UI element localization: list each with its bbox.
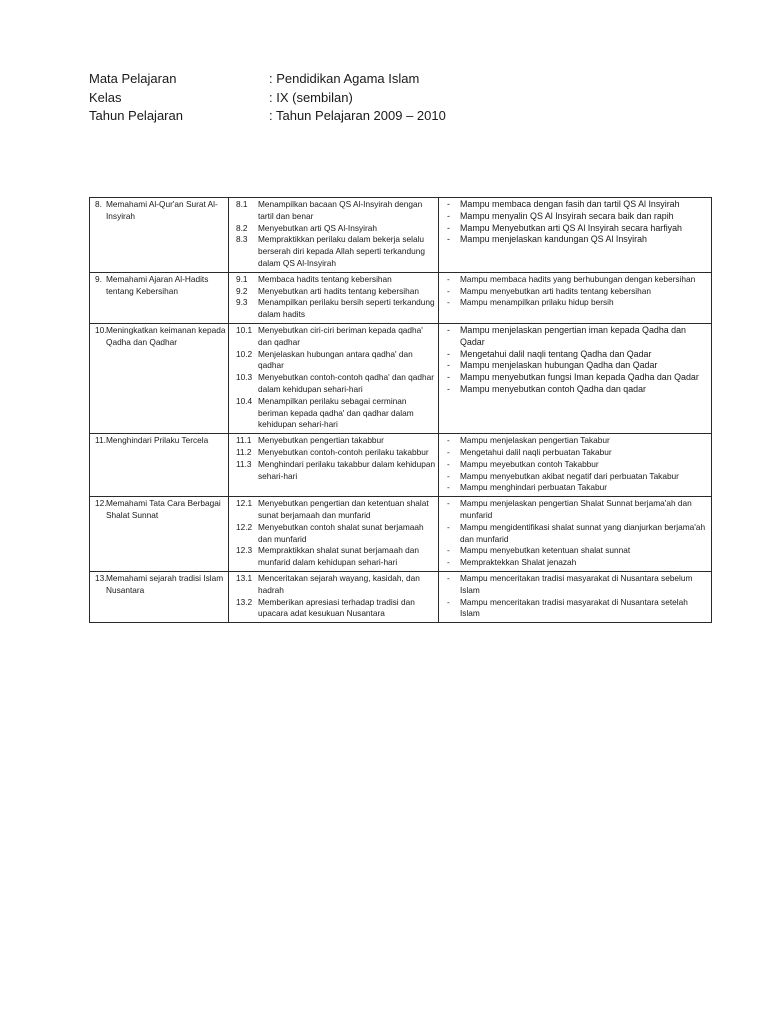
class-value: : IX (sembilan)	[269, 89, 353, 105]
basic-competency-item: 10.2 Menjelaskan hubungan antara qadha' dan qadhar	[236, 348, 413, 371]
basic-competency-item: 9.1 Membaca hadits tentang kebersihan	[236, 273, 392, 284]
indicator-item: - Mampu menampilkan prilaku hidup bersih	[447, 297, 614, 308]
class-label: Kelas	[89, 89, 122, 105]
basic-competency-item: 12.2 Menyebutkan contoh shalat sunat berjamaah dan munfarid	[236, 521, 424, 544]
basic-competency-item: 13.2 Memberikan apresiasi terhadap tradisi dan upacara adat kesukuan Nusantara	[236, 596, 415, 619]
basic-competency-item: 9.3 Menampilkan perilaku bersih seperti terkandung dalam hadits	[236, 297, 435, 320]
header-row-subject	[89, 70, 446, 89]
indicator-item: - Mampu menyalin QS Al Insyirah secara baik dan rapih	[447, 210, 674, 221]
basic-competency-item: 13.1 Menceritakan sejarah wayang, kasidah, dan hadrah	[236, 572, 420, 595]
indicator-item: - Mampu mengidentifikasi shalat sunnat yang dianjurkan berjama'ah dan munfarid	[447, 521, 706, 544]
basic-competency-item: 9.2 Menyebutkan arti hadits tentang kebersihan	[236, 285, 419, 296]
year-value: : Tahun Pelajaran 2009 – 2010	[269, 108, 446, 123]
subject-label: Mata Pelajaran	[89, 71, 177, 86]
indicator-cell	[439, 497, 712, 572]
basic-competency-cell	[229, 434, 439, 497]
basic-competency-item: 11.3 Menghindari perilaku takabbur dalam kehidupan sehari-hari	[236, 458, 436, 481]
syllabus-table	[89, 197, 712, 623]
standard-competency-cell	[90, 434, 229, 497]
standard-competency: 11.Menghindari Prilaku Tercela	[95, 435, 209, 446]
header-row-year	[89, 107, 446, 126]
indicator-item: - Mampu menyebutkan akibat negatif dari perbuatan Takabur	[447, 470, 679, 481]
indicator-cell	[439, 434, 712, 497]
indicator-item: - Mempraktekkan Shalat jenazah	[447, 557, 577, 568]
indicator-cell	[439, 272, 712, 323]
indicator-item: - Mampu menyebutkan fungsi Iman kepada Qadha dan Qadar	[447, 372, 699, 383]
indicator-item: - Mampu Menyebutkan arti QS Al Insyirah secara harfiyah	[447, 222, 682, 233]
table-row	[90, 434, 712, 497]
indicator-item: - Mampu menjelaskan kandungan QS Al Insyirah	[447, 234, 647, 245]
indicator-cell	[439, 323, 712, 433]
standard-competency-cell	[90, 497, 229, 572]
indicator-item: - Mampu menjelaskan hubungan Qadha dan Qadar	[447, 360, 658, 371]
basic-competency-item: 12.3 Mempraktikkan shalat sunat berjamaah dan munfarid dalam kehidupan sehari-hari	[236, 545, 419, 568]
table-row	[90, 198, 712, 273]
indicator-item: - Mampu menjelaskan pengertian iman kepada Qadha dan Qadar	[447, 324, 686, 347]
standard-competency: 12.Memahami Tata Cara Berbagai Shalat Sunnat	[95, 498, 221, 520]
standard-competency: 8. Memahami Al-Qur'an Surat Al-Insyirah	[95, 199, 218, 221]
indicator-item: - Mampu menceritakan tradisi masyarakat di Nusantara setelah Islam	[447, 596, 688, 619]
basic-competency-item: 11.1 Menyebutkan pengertian takabbur	[236, 435, 384, 446]
standard-competency-cell	[90, 571, 229, 622]
indicator-cell	[439, 571, 712, 622]
standard-competency-cell	[90, 272, 229, 323]
basic-competency-item: 8.3 Mempraktikkan perilaku dalam bekerja selalu berserah diri kepada Allah seperti terkandung dalam QS Al-Insyirah	[236, 234, 425, 268]
indicator-item: - Mampu menyebutkan contoh Qadha dan qadar	[447, 383, 647, 394]
indicator-item: - Mengetahui dalil naqli tentang Qadha dan Qadar	[447, 348, 652, 359]
basic-competency-item: 10.1 Menyebutkan ciri-ciri beriman kepada qadha' dan qadhar	[236, 324, 423, 347]
indicator-cell	[439, 198, 712, 273]
basic-competency-cell	[229, 571, 439, 622]
indicator-item: - Mampu meyebutkan contoh Takabbur	[447, 458, 599, 469]
indicator-item: - Mampu menjelaskan pengertian Takabur	[447, 435, 610, 446]
standard-competency-cell	[90, 323, 229, 433]
standard-competency: 9. Memahami Ajaran Al-Hadits tentang Kebersihan	[95, 273, 209, 296]
table-row	[90, 497, 712, 572]
header-row-class	[89, 89, 446, 108]
basic-competency-item: 8.1 Menampilkan bacaan QS Al-Insyirah dengan tartil dan benar	[236, 199, 423, 221]
indicator-item: - Mampu menyebutkan arti hadits tentang kebersihan	[447, 285, 651, 296]
basic-competency-cell	[229, 272, 439, 323]
standard-competency-cell	[90, 198, 229, 273]
basic-competency-cell	[229, 497, 439, 572]
basic-competency-item: 12.1 Menyebutkan pengertian dan ketentuan shalat sunat berjamaah dan munfarid	[236, 498, 429, 520]
basic-competency-item: 11.2 Menyebutkan contoh-contoh perilaku takabbur	[236, 446, 429, 457]
indicator-item: - Mampu membaca hadits yang berhubungan dengan kebersihan	[447, 273, 696, 284]
document-header	[89, 70, 446, 126]
table-row	[90, 272, 712, 323]
subject-value: : Pendidikan Agama Islam	[269, 71, 420, 86]
indicator-item: - Mampu menceritakan tradisi masyarakat di Nusantara sebelum Islam	[447, 572, 693, 595]
indicator-item: - Mengetahui dalil naqli perbuatan Takabur	[447, 446, 612, 457]
basic-competency-item: 10.3 Menyebutkan contoh-contoh qadha' dan qadhar dalam kehidupan sehari-hari	[236, 372, 434, 394]
indicator-item: - Mampu menjelaskan pengertian Shalat Sunnat berjama'ah dan munfarid	[447, 498, 692, 520]
standard-competency: 13.Memahami sejarah tradisi Islam Nusantara	[95, 572, 224, 595]
indicator-item: - Mampu membaca dengan fasih dan tartil QS Al Insyirah	[447, 199, 680, 209]
standard-competency: 10.Meningkatkan keimanan kepada Qadha dan Qadhar	[95, 324, 226, 347]
basic-competency-cell	[229, 323, 439, 433]
indicator-item: - Mampu menghindari perbuatan Takabur	[447, 482, 607, 493]
basic-competency-item: 10.4 Menampilkan perilaku sebagai cerminan beriman kepada qadha' dan qadhar dalam kehidupan sehari-hari	[236, 395, 414, 430]
indicator-item: - Mampu menyebutkan ketentuan shalat sunnat	[447, 545, 631, 556]
basic-competency-item: 8.2 Menyebutkan arti QS Al-Insyirah	[236, 222, 377, 233]
year-label: Tahun Pelajaran	[89, 108, 183, 123]
table-row	[90, 571, 712, 622]
table-row	[90, 323, 712, 433]
basic-competency-cell	[229, 198, 439, 273]
